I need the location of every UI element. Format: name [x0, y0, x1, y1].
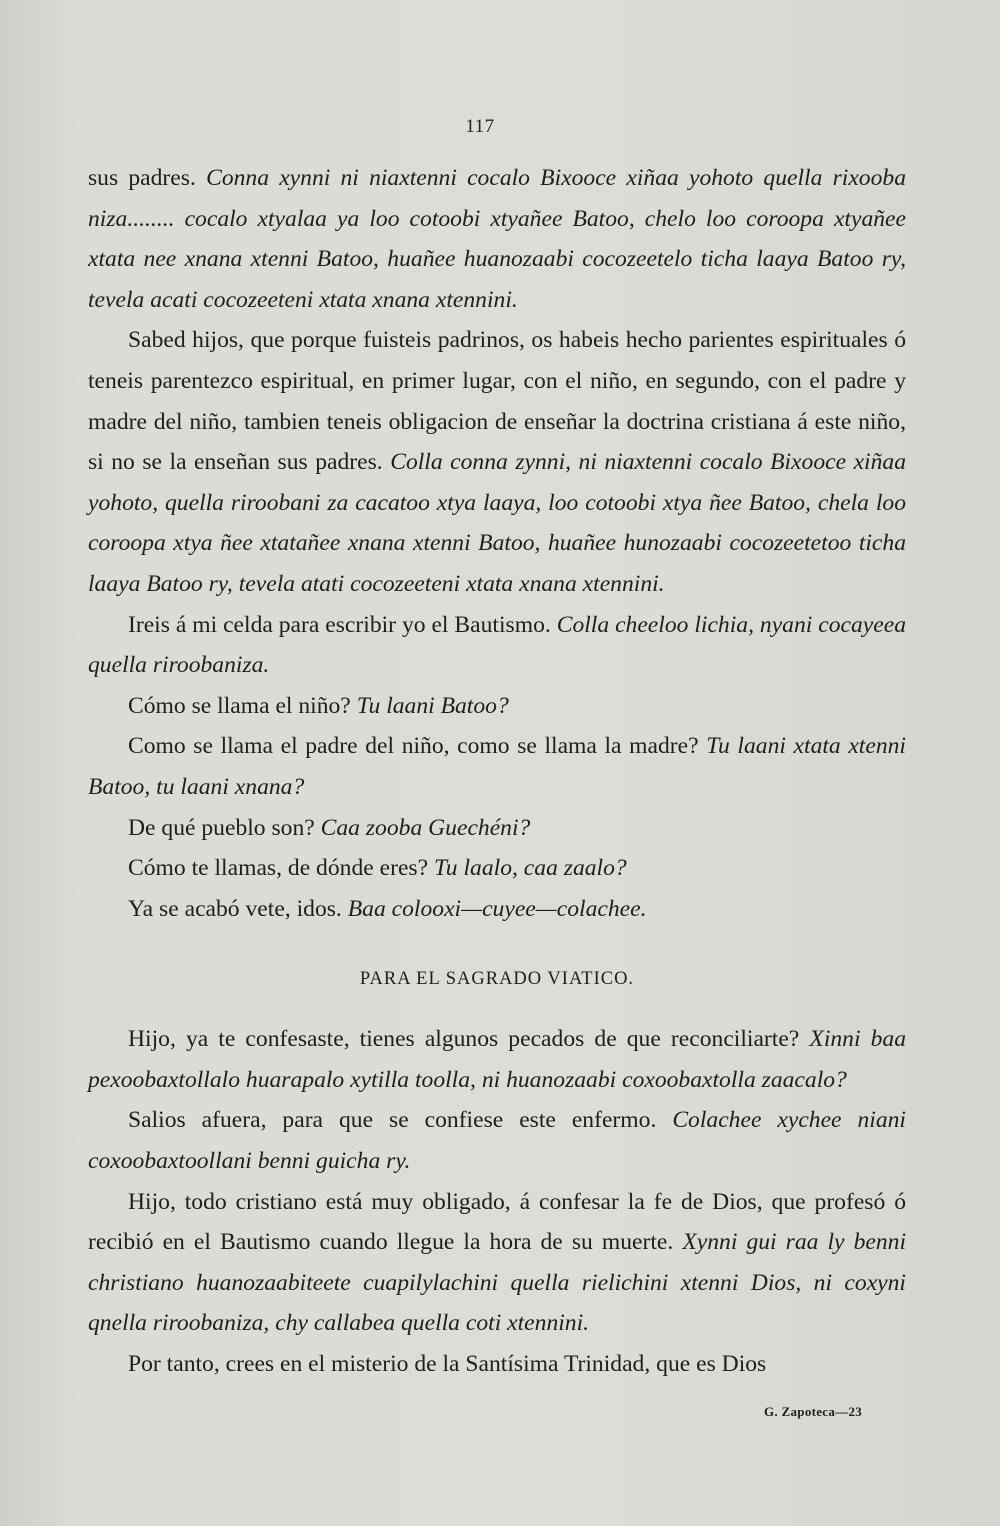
spanish-text: Por tanto, crees en el misterio de la Santísima Trinidad, que es Dios	[128, 1351, 767, 1378]
spanish-text: sus padres.	[88, 165, 196, 191]
paragraph	[88, 808, 906, 849]
zapotec-text: Colachee xychee niani coxoobaxtoollani benni guicha ry.	[88, 1107, 906, 1175]
zapotec-text: Xynni gui raa ly benni christiano huanozaabiteete cuapilylachini quella rielichini xtenni Dios, ni coxyni qnella riroobaniza, chy callabea quella coti xtennini.	[88, 1229, 906, 1337]
paragraph	[88, 726, 906, 807]
spanish-text: Como se llama el padre del niño, como se llama la madre?	[128, 733, 699, 760]
spanish-text: Cómo se llama el niño?	[128, 692, 351, 719]
zapotec-text: Baa colooxi—cuyee—colachee.	[347, 895, 647, 922]
paragraph	[88, 1100, 906, 1181]
spanish-text: Hijo, todo cristiano está muy obligado, á confesar la fe de Dios, que profesó ó recibió en el Bautismo cuando llegue la hora de su muerte.	[88, 1188, 906, 1256]
page-body	[88, 158, 906, 1385]
spanish-text: Cómo te llamas, de dónde eres?	[128, 855, 429, 882]
paragraph-group-1	[88, 158, 906, 929]
spanish-text: De qué pueblo son?	[128, 814, 315, 841]
paragraph	[88, 158, 906, 320]
paragraph-group-2	[88, 1019, 906, 1384]
signature-mark: G. Zapoteca—23	[764, 1404, 863, 1419]
zapotec-text: Tu laalo, caa zaalo?	[433, 855, 627, 882]
zapotec-text: Colla conna zynni, ni niaxtenni cocalo Bixooce xiñaa yohoto, quella riroobani za cacatoo xtya laaya, loo cotoobi xtya ñee Batoo, chela loo coroopa xtya ñee xtatañee xnana xtenni Batoo, huañee hunozaabi cocozeetetoo ticha laaya Batoo ry, tevela atati cocozeeteni xtata xnana xtennini.	[88, 449, 906, 597]
zapotec-text: Xinni baa pexoobaxtollalo huarapalo xytilla toolla, ni huanozaabi coxoobaxtolla zaacalo?	[88, 1026, 907, 1093]
zapotec-text: Tu laani Batoo?	[356, 692, 509, 719]
zapotec-text: Tu laani xtata xtenni Batoo, tu laani xnana?	[88, 733, 906, 800]
paragraph	[88, 1182, 906, 1344]
paragraph	[88, 320, 906, 604]
paragraph	[88, 686, 906, 727]
zapotec-text: Conna xynni ni niaxtenni cocalo Bixooce xiñaa yohoto quella rixooba niza........ cocalo xtyalaa ya loo cotoobi xtyañee Batoo, chelo loo coroopa xtyañee xtata nee xnana xtenni Batoo, huañee huanozaabi cocozeetelo ticha laaya Batoo ry, tevela acati cocozeeteni xtata xnana xtennini.	[88, 165, 906, 313]
zapotec-text: Colla cheeloo lichia, nyani cocayeea quella riroobaniza.	[88, 611, 906, 679]
paragraph	[88, 1019, 906, 1100]
paragraph	[88, 1344, 906, 1385]
paragraph	[88, 848, 906, 889]
zapotec-text: Caa zooba Guechéni?	[320, 814, 531, 841]
spanish-text: Ya se acabó vete, idos.	[128, 895, 342, 922]
spanish-text: Hijo, ya te confesaste, tienes algunos pecados de que reconciliarte?	[128, 1026, 800, 1053]
spanish-text: Sabed hijos, que porque fuisteis padrinos, os habeis hecho parientes espirituales ó teneis parentezco espiritual, en primer lugar, con el niño, en segundo, con el padre y madre del niño, tambien teneis obligacion de enseñar la doctrina cristiana á este niño, si no se la enseñan sus padres.	[88, 327, 906, 476]
spanish-text: Salios afuera, para que se confiese este enfermo.	[128, 1107, 657, 1134]
section-heading: PARA EL SAGRADO VIATICO.	[359, 969, 635, 990]
page-number: 117	[465, 116, 495, 137]
paragraph	[88, 889, 906, 930]
paragraph	[88, 605, 906, 686]
spanish-text: Ireis á mi celda para escribir yo el Bautismo.	[128, 611, 551, 638]
